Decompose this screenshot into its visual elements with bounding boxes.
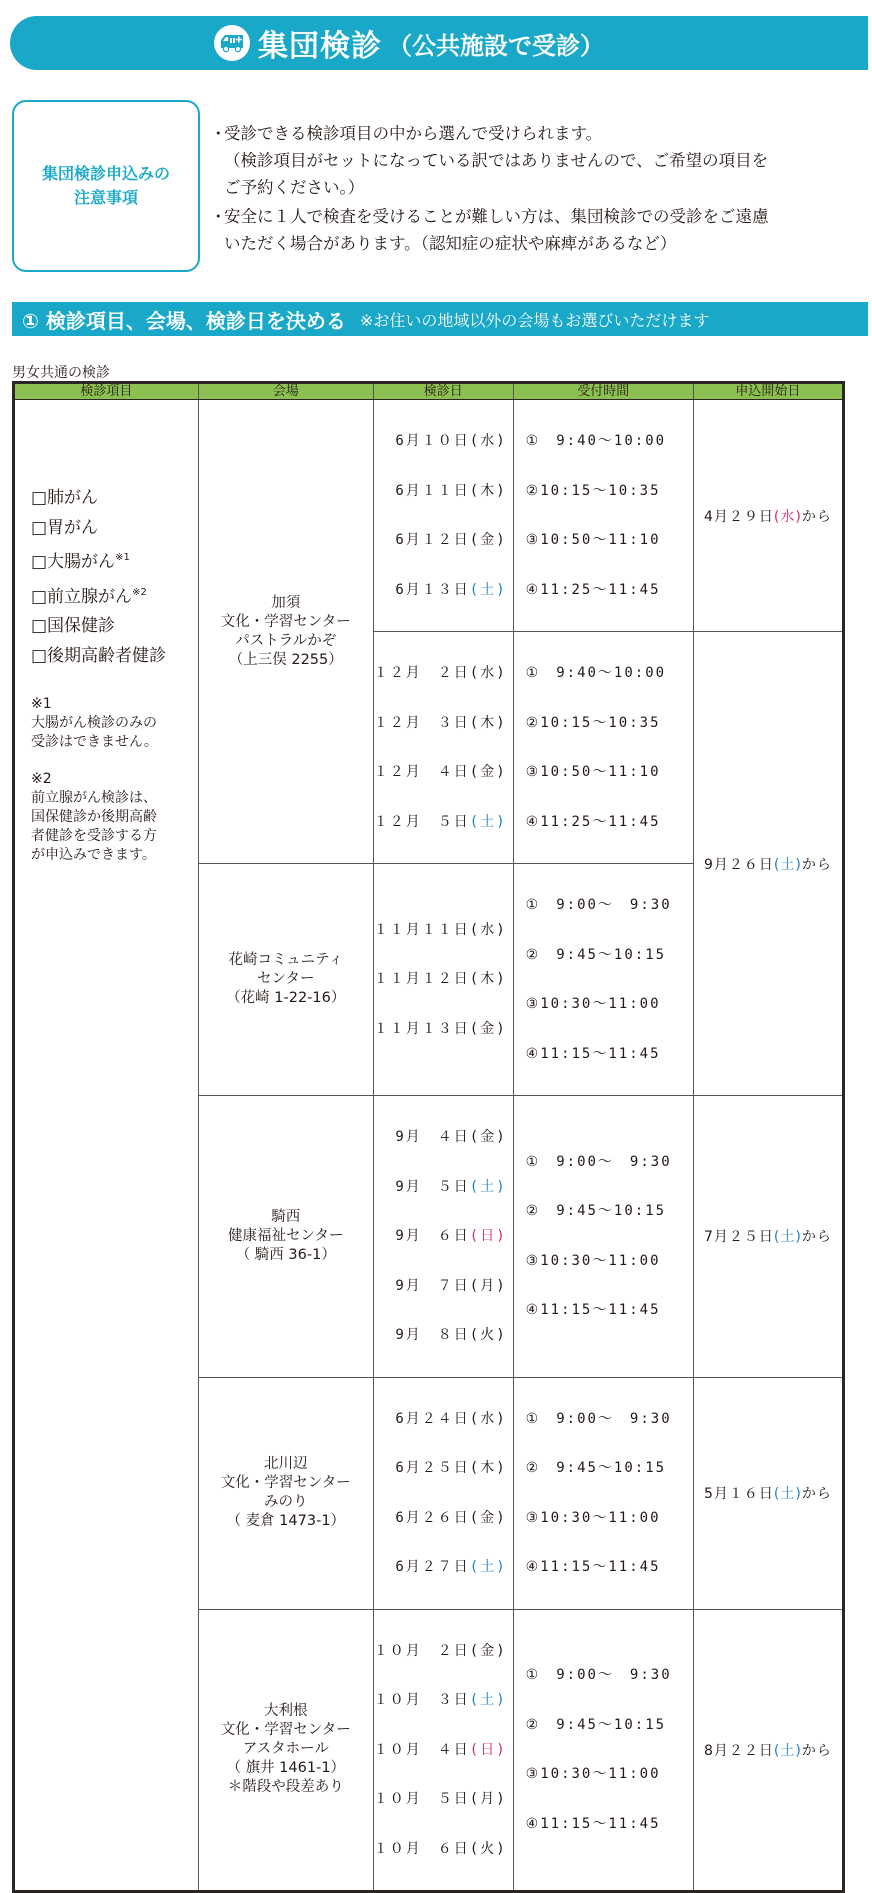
bullet: ・ — [210, 207, 227, 226]
notice-label-line1: 集団検診申込みの — [41, 164, 170, 183]
notice-text: ご予約ください。） — [224, 178, 365, 197]
section-title: ① 検診項目、会場、検診日を決める — [22, 308, 346, 333]
notice-list — [210, 120, 860, 259]
start-date-cell: 9月２６日(土)から — [693, 632, 843, 1096]
times-cell: ① 9:00～ 9:30 ② 9:45～10:15 ③10:30～11:00 ④11:15～11:45 — [513, 1609, 693, 1892]
start-date-cell: 7月２５日(土)から — [693, 1096, 843, 1378]
exam-item-stomach[interactable]: □胃がん — [31, 517, 99, 538]
times-cell: ① 9:00～ 9:30 ② 9:45～10:15 ③10:30～11:00 ④11:15～11:45 — [513, 1096, 693, 1378]
title-group — [214, 21, 604, 65]
bullet: ・ — [210, 124, 227, 143]
notice-label-line2: 注意事項 — [73, 188, 138, 207]
times-cell: ① 9:00～ 9:30 ② 9:45～10:15 ③10:30～11:00 ④11:15～11:45 — [513, 864, 693, 1096]
footnote-1: ※1 大腸がん検診のみの 受診はできません。 — [31, 696, 158, 750]
times-cell: ① 9:00～ 9:30 ② 9:45～10:15 ③10:30～11:00 ④11:15～11:45 — [513, 1377, 693, 1609]
exam-item-koki[interactable]: □後期高齢者健診 — [31, 645, 167, 666]
dates-cell: １２月 ２日(水) １２月 ３日(木) １２月 ４日(金) １２月 ５日(土) — [373, 632, 513, 864]
header-start: 申込開始日 — [693, 383, 843, 400]
dates-cell: １１月１１日(水) １１月１２日(木) １１月１３日(金) — [373, 864, 513, 1096]
notice-label-box — [12, 100, 200, 272]
start-date-cell: 4月２９日(水)から — [693, 400, 843, 632]
schedule-table — [12, 381, 845, 1893]
dates-cell: 6月１０日(水) 6月１１日(木) 6月１２日(金) 6月１３日(土) — [373, 400, 513, 632]
header-venue: 会場 — [198, 383, 373, 400]
dates-cell: １０月 ２日(金) １０月 ３日(土) １０月 ４日(日) １０月 ５日(月) １０月 ６日(火) — [373, 1609, 513, 1892]
exam-items-cell — [14, 400, 199, 1892]
section-bar — [12, 302, 868, 336]
header-time: 受付時間 — [513, 383, 693, 400]
page-title: 集団検診 — [258, 29, 382, 64]
table-header-row — [14, 383, 844, 400]
exam-item-prostate[interactable]: □前立腺がん$^{※2}$ — [31, 586, 147, 607]
start-date-cell: 5月１６日(土)から — [693, 1377, 843, 1609]
exam-item-colon[interactable]: □大腸がん$^{※1}$ — [31, 552, 130, 572]
header-date: 検診日 — [373, 383, 513, 400]
notice-text: 受診できる検診項目の中から選んで受けられます。 — [224, 124, 603, 143]
section-note: ※お住いの地域以外の会場もお選びいただけます — [359, 310, 710, 330]
venue-hanasaki: 花崎コミュニティ センター （花崎 1-22-16） — [198, 864, 373, 1096]
venue-kisai: 騎西 健康福祉センター （ 騎西 36-1） — [198, 1096, 373, 1378]
venue-tone: 大利根 文化・学習センター アスタホール （ 旗井 1461-1） ＊階段や段差あり — [198, 1609, 373, 1892]
page-subtitle: （公共施設で受診） — [388, 31, 604, 60]
exam-item-lung[interactable]: □肺がん — [31, 488, 99, 508]
exam-item-kokuho[interactable]: □国保健診 — [31, 616, 116, 636]
notice-text: いただく場合があります。（認知症の症状や麻痺があるなど） — [224, 234, 677, 253]
start-date-cell: 8月２２日(土)から — [693, 1609, 843, 1892]
venue-kitakawabe: 北川辺 文化・学習センター みのり （ 麦倉 1473-1） — [198, 1377, 373, 1609]
dates-cell: 6月２４日(水) 6月２５日(木) 6月２６日(金) 6月２７日(土) — [373, 1377, 513, 1609]
ambulance-bus-icon — [214, 25, 250, 61]
header-item: 検診項目 — [14, 383, 199, 400]
table-row — [14, 400, 844, 632]
dates-cell: 9月 ４日(金) 9月 ５日(土) 9月 ６日(日) 9月 ７日(月) 9月 ８日(火) — [373, 1096, 513, 1378]
times-cell: ① 9:40～10:00 ②10:15～10:35 ③10:50～11:10 ④11:25～11:45 — [513, 632, 693, 864]
notice-item — [210, 203, 860, 257]
venue-kazo: 加須 文化・学習センター パストラルかぞ （上三俣 2255） — [198, 400, 373, 864]
notice-text: 安全に１人で検査を受けることが難しい方は、集団検診での受診をご遠慮 — [224, 207, 769, 226]
times-cell: ① 9:40～10:00 ②10:15～10:35 ③10:50～11:10 ④11:25～11:45 — [513, 400, 693, 632]
footnote-2: ※2 前立腺がん検診は、 国保健診か後期高齢 者健診を受診する方 が申込みできます。 — [31, 771, 157, 863]
notice-item — [210, 120, 860, 201]
table-caption: 男女共通の検診 — [12, 365, 110, 381]
notice-text: （検診項目がセットになっている訳ではありませんので、ご希望の項目を — [224, 151, 769, 170]
title-banner — [10, 16, 868, 70]
